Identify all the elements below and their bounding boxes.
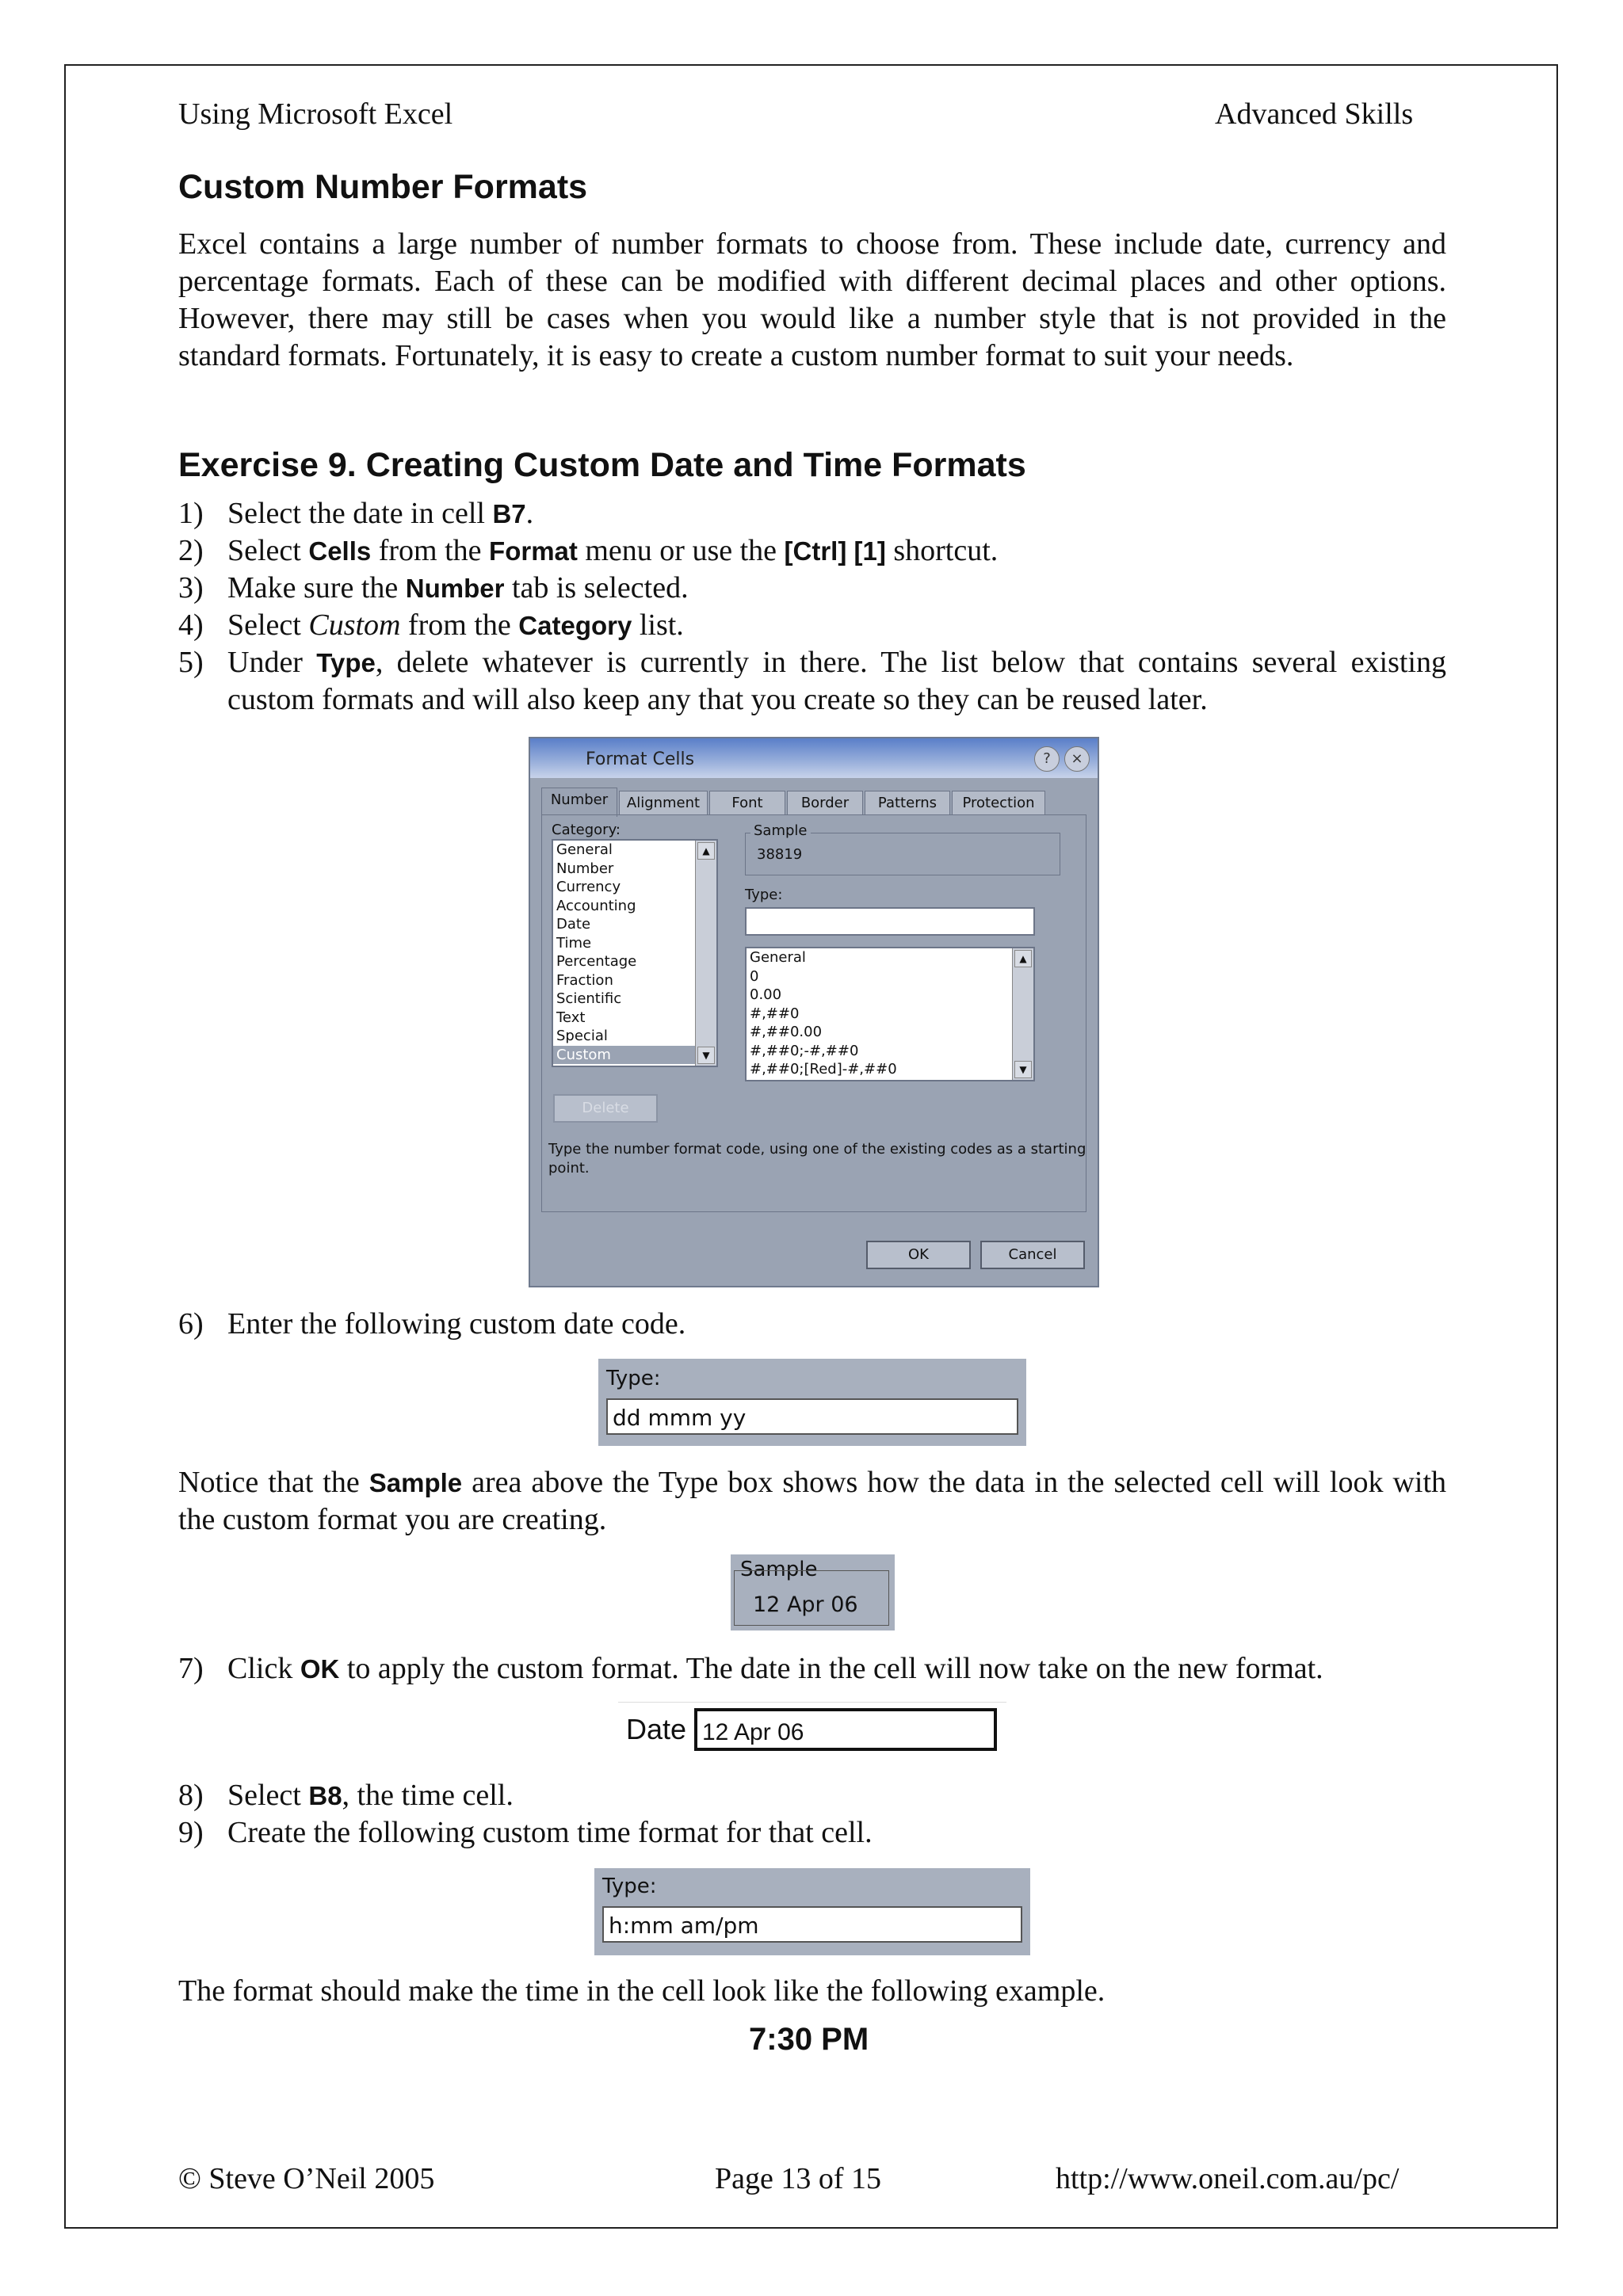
final-paragraph: The format should make the time in the cell look like the following example. [178,1974,1106,2008]
type-ref: Type [316,648,376,677]
step-text: Select [227,1779,309,1812]
cell-ref: B7 [492,499,526,528]
type-snippet-time [594,1868,1030,1955]
exercise-title: Exercise 9. Creating Custom Date and Time Formats [178,446,1026,484]
step-text: list. [632,608,684,642]
type-label: Type: [745,887,783,903]
step-text: Under [227,646,317,679]
type-input[interactable] [745,907,1035,936]
list-item[interactable]: #,##0.00 [750,1024,823,1040]
step-number: 8) [178,1779,204,1812]
dialog-title-bar [530,738,1098,778]
step-text: , delete whatever is currently in there. The list below that contains several existing custom formats and will also keep any that you create so they can be reused later. [227,646,1446,716]
notice-paragraph [178,1464,1446,1539]
footer-left: © Steve O’Neil 2005 [178,2162,435,2195]
example-time: 7:30 PM [749,2022,869,2057]
cell-snippet [618,1702,1006,1759]
type-input[interactable] [602,1906,1022,1943]
list-item[interactable]: Accounting [556,897,636,914]
category-scrollbar[interactable] [695,841,716,1066]
footer-center: Page 13 of 15 [715,2162,882,2195]
menu-format: Format [489,536,578,566]
list-item[interactable]: Percentage [556,953,637,970]
list-item[interactable]: #,##0;[Red]-#,##0 [750,1061,897,1077]
tab-border[interactable]: Border [787,791,863,815]
delete-button[interactable]: Delete [553,1094,658,1123]
header-right: Advanced Skills [1215,97,1414,131]
list-item[interactable]: #,##0 [750,1005,800,1022]
step-text: tab is selected. [504,571,689,605]
list-item[interactable]: Currency [556,879,621,895]
ok-button[interactable]: OK [866,1241,971,1269]
format-cells-dialog [529,737,1099,1287]
list-item[interactable]: Fraction [556,971,613,989]
category-label: Category: [552,822,621,838]
step-text: shortcut. [885,534,999,567]
menu-item-cells: Cells [308,536,372,566]
step-text: Select the date in cell [227,497,493,530]
notice-text: Notice that the [178,1466,369,1499]
intro-paragraph: Excel contains a large number of number formats to choose from. These include date, currency and percentage formats. Each of these can be modified with different decimal places and other options. However, there may still be cases when you would like a number style that is not provided in the standard formats. Fortunately, it is easy to create a custom number format to suit your needs. [178,227,1446,372]
tab-number-ref: Number [405,574,505,603]
tab-patterns[interactable]: Patterns [865,791,950,815]
step-number: 7) [178,1652,204,1685]
type-value: h:mm am/pm [609,1913,759,1939]
cancel-button[interactable]: Cancel [980,1241,1085,1269]
sample-snippet [731,1554,895,1630]
cell-ref: B8 [308,1781,342,1810]
step-text: from the [371,534,490,567]
step-number: 1) [178,497,204,530]
tab-font[interactable]: Font [709,791,785,815]
sample-ref: Sample [369,1468,463,1497]
type-list[interactable] [745,947,1035,1081]
step-text: Select [227,608,309,642]
step-number: 3) [178,571,204,605]
list-item[interactable]: Number [556,860,614,877]
list-item[interactable]: Date [556,916,591,933]
list-item-selected[interactable]: Custom [553,1046,716,1065]
step-number: 2) [178,534,204,567]
notice-text: area above the Type box shows how the data in the selected cell will look with the custom format you are creating. [178,1466,1447,1536]
list-item[interactable]: #,##0;-#,##0 [750,1042,859,1059]
step-text: , the time cell. [342,1779,514,1812]
step-text: Select [227,534,309,567]
list-item[interactable]: Special [556,1028,608,1044]
step-number: 4) [178,608,204,642]
step-text: Enter the following custom date code. [227,1307,686,1341]
sample-value: 12 Apr 06 [753,1592,858,1617]
step-number: 5) [178,646,204,679]
active-cell[interactable] [694,1708,997,1751]
tab-number[interactable]: Number [541,788,617,817]
footer-right: http://www.oneil.com.au/pc/ [1056,2162,1400,2195]
type-label: Type: [602,1875,657,1898]
type-input[interactable] [606,1398,1018,1435]
cell-value: 12 Apr 06 [702,1719,804,1745]
scroll-down-icon[interactable]: ▼ [1014,1061,1032,1078]
shortcut-keys: [Ctrl] [1] [784,536,886,566]
scroll-down-icon[interactable]: ▼ [697,1047,715,1064]
step-number: 6) [178,1307,204,1341]
step-text: menu or use the [577,534,785,567]
row-label: Date [626,1713,687,1745]
type-label: Type: [606,1367,661,1390]
step-text: Create the following custom time format for that cell. [227,1816,873,1849]
custom-ref: Custom [308,608,401,642]
list-item[interactable]: Time [556,934,592,952]
sample-group [745,822,1060,875]
step-text: Click [227,1652,300,1685]
list-item[interactable]: Scientific [556,990,622,1007]
scroll-up-icon[interactable]: ▲ [697,842,715,860]
step-text: from the [400,608,519,642]
number-tab-panel [541,814,1086,1212]
list-item[interactable]: 0.00 [750,986,782,1003]
list-item[interactable]: General [556,841,613,858]
section-title: Custom Number Formats [178,168,588,206]
list-item[interactable]: Text [556,1009,586,1026]
hint-text: Type the number format code, using one of the existing codes as a starting point. [548,1141,1086,1177]
close-icon[interactable]: × [1064,746,1090,772]
category-ref: Category [518,611,632,640]
list-item[interactable]: General [750,949,806,966]
tab-protection[interactable]: Protection [952,791,1045,815]
step-text: Make sure the [227,571,406,605]
tab-alignment[interactable]: Alignment [619,791,708,815]
type-snippet-date [598,1359,1026,1446]
type-scrollbar[interactable] [1012,948,1033,1080]
list-item[interactable]: 0 [750,967,759,985]
scroll-up-icon[interactable]: ▲ [1014,950,1032,967]
header-left: Using Microsoft Excel [178,97,453,131]
sample-label: Sample [740,1558,818,1581]
step-text: to apply the custom format. The date in the cell will now take on the new format. [339,1652,1323,1685]
step-text: . [525,497,534,530]
category-list[interactable] [552,839,718,1067]
help-icon[interactable]: ? [1034,746,1060,772]
type-value: dd mmm yy [613,1405,747,1431]
step-number: 9) [178,1816,204,1849]
sample-value: 38819 [757,846,803,863]
ok-ref: OK [300,1654,340,1684]
dialog-title: Format Cells [586,749,695,769]
sample-label: Sample [750,822,811,839]
